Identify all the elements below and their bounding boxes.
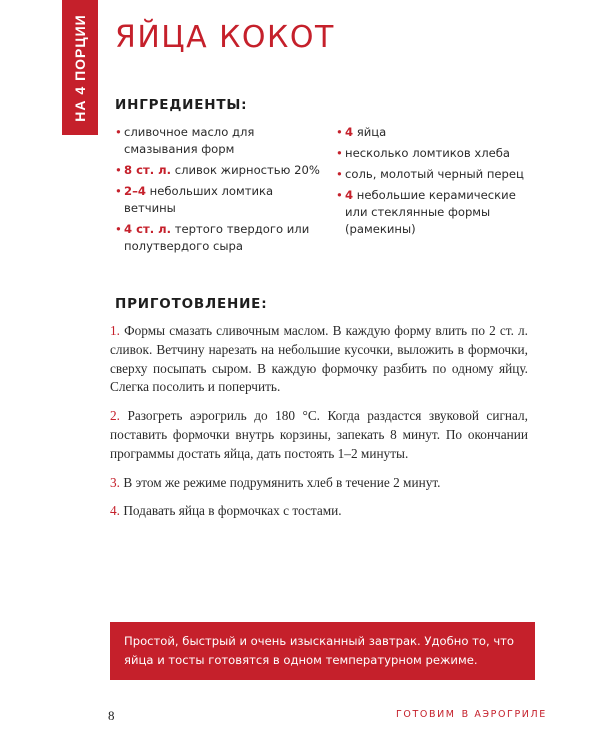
running-title-part-2: В АЭРОГРИЛЕ	[461, 709, 547, 720]
ingredient-text: сливок жирностью 20%	[174, 163, 320, 177]
ingredient-text: соль, молотый черный перец	[345, 167, 524, 181]
ingredient-qty: 4	[345, 125, 354, 139]
step-number: 3.	[110, 474, 120, 490]
ingredient-text: небольшие керамические или стеклянные формы (рамекины)	[345, 188, 516, 236]
ingredient-qty: 2–4	[124, 184, 146, 198]
preparation-steps	[110, 322, 528, 531]
ingredient-text: яйца	[356, 125, 387, 139]
step-text: Формы смазать сливочным маслом. В каждую форму влить по 2 ст. л. сливок. Ветчину нарезать на небольшие кусочки, выложить в формочки, сверху посыпать сыром. В каждую формочку разбить по одному яйцу. Слегка посолить и поперчить.	[110, 323, 529, 395]
ingredient-text: тертого твердого или полутвердого сыра	[124, 222, 310, 253]
ingredient-text: несколько ломтиков хлеба	[345, 146, 511, 160]
ingredient-item	[336, 145, 536, 162]
ingredients-column-1	[115, 124, 320, 259]
page-number: 8	[108, 708, 115, 723]
step-text: Разогреть аэрогриль до 180 °С. Когда раздастся звуковой сигнал, поставить формочки внутрь корзины, запекать 8 минут. По окончании программы достать яйца, дать постоять 1–2 минуты.	[110, 408, 528, 461]
running-title	[396, 709, 547, 720]
step-number: 4.	[110, 503, 120, 519]
page-title: ЯЙЦА КОКОТ	[115, 20, 335, 55]
ingredient-text: сливочное масло для смазывания форм	[124, 125, 255, 156]
servings-tab	[62, 0, 98, 135]
ingredient-item	[115, 221, 320, 255]
step-item	[110, 407, 528, 463]
ingredient-item	[115, 162, 320, 179]
ingredient-item	[336, 166, 536, 183]
step-number: 1.	[110, 323, 120, 338]
ingredients-column-2	[336, 124, 536, 242]
ingredient-qty: 4	[345, 188, 354, 202]
ingredient-item	[336, 124, 536, 141]
running-title-part-1: ГОТОВИМ	[396, 709, 456, 720]
step-item	[110, 322, 528, 397]
step-number: 2.	[110, 408, 120, 424]
ingredient-qty: 4 ст. л.	[124, 222, 172, 236]
ingredient-item	[115, 124, 320, 158]
ingredient-item	[115, 183, 320, 217]
step-item	[110, 474, 528, 493]
ingredient-item	[336, 187, 536, 238]
step-text: В этом же режиме подрумянить хлеб в течение 2 минут.	[123, 474, 441, 490]
step-text: Подавать яйца в формочках с тостами.	[123, 503, 342, 519]
ingredient-text: небольших ломтика ветчины	[124, 184, 274, 215]
servings-label: НА 4 ПОРЦИИ	[72, 13, 88, 122]
preparation-heading: ПРИГОТОВЛЕНИЕ:	[115, 296, 268, 312]
tip-box: Простой, быстрый и очень изысканный завтрак. Удобно то, что яйца и тосты готовятся в одном температурном режиме.	[110, 622, 535, 680]
ingredients-heading: ИНГРЕДИЕНТЫ:	[115, 97, 248, 113]
step-item	[110, 502, 528, 521]
ingredient-qty: 8 ст. л.	[124, 163, 172, 177]
